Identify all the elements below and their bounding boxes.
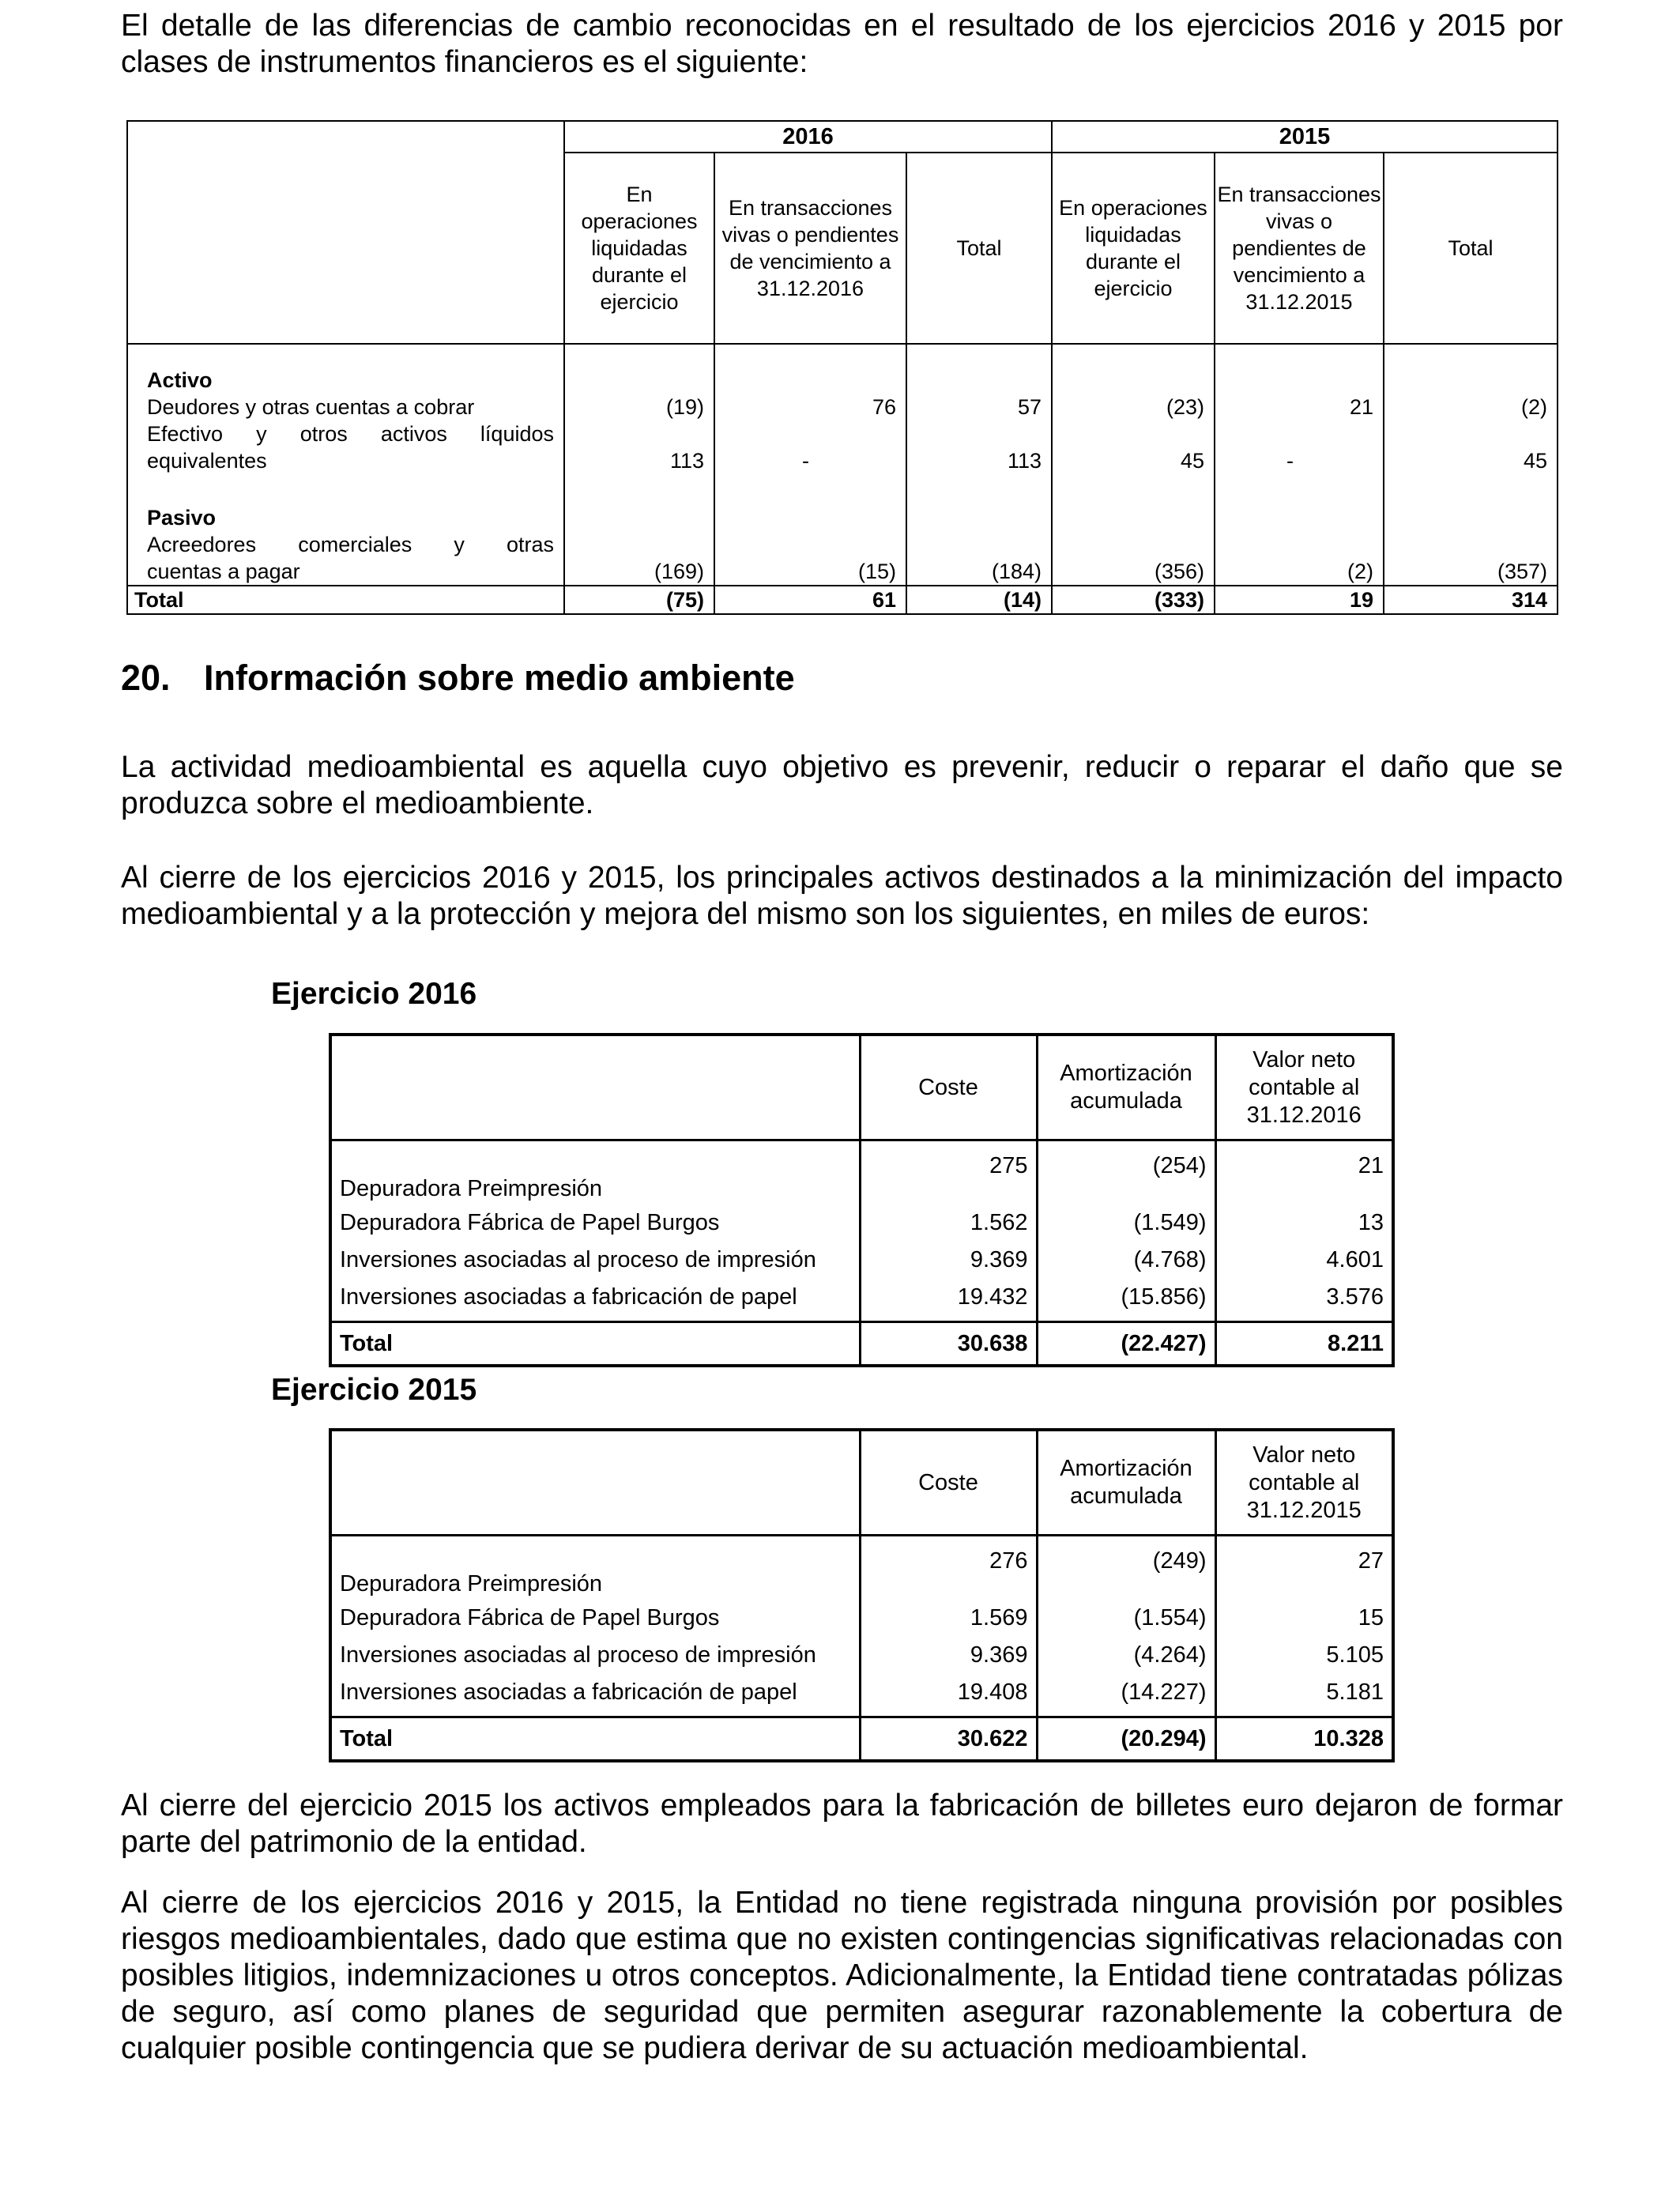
fx-col-2016-pending: En transacciones vivas o pendientes de vencimiento a 31.12.2016 — [714, 153, 906, 344]
fx-cell: (333) — [1052, 586, 1215, 614]
cell-coste: 19.408 — [860, 1674, 1037, 1717]
fx-cell: (357) — [1384, 531, 1558, 586]
fx-row-label — [127, 531, 564, 586]
fx-cell: (169) — [564, 531, 714, 586]
fx-label-line: Efectivo y otros activos líquidos — [147, 422, 554, 446]
fx-cell: (2) — [1384, 394, 1558, 420]
paragraph-2: Al cierre de los ejercicios 2016 y 2015, los principales activos destinados a la minimización del impacto medioambiental y a la protección y mejora del mismo son los siguientes, en miles de euros: — [121, 861, 1563, 931]
fx-cell: 61 — [714, 586, 906, 614]
fx-row-efectivo — [127, 420, 1558, 474]
row-label: Inversiones asociadas al proceso de impresión — [340, 1642, 816, 1668]
assets-header-blank — [330, 1430, 860, 1536]
total-coste: 30.638 — [860, 1322, 1037, 1367]
row-label: Inversiones asociadas al proceso de impresión — [340, 1247, 816, 1272]
cell-valor-neto: 15 — [1215, 1600, 1393, 1637]
fx-label-line: Acreedores comerciales y otras — [147, 533, 554, 556]
total-label: Total — [330, 1717, 860, 1762]
total-row — [330, 1322, 1393, 1367]
row-label: Depuradora Preimpresión — [340, 1571, 603, 1596]
table-row — [330, 1600, 1393, 1637]
fx-cell: (356) — [1052, 531, 1215, 586]
fx-cell: (23) — [1052, 394, 1215, 420]
fx-row-deudores — [127, 394, 1558, 420]
cell-coste: 9.369 — [860, 1242, 1037, 1279]
paragraph-3: Al cierre del ejercicio 2015 los activos empleados para la fabricación de billetes euro dejaron de formar parte del patrimonio de la entidad. — [121, 1789, 1563, 1859]
fx-label-line: cuentas a pagar — [147, 560, 300, 583]
row-label: Depuradora Preimpresión — [340, 1176, 603, 1201]
cell-amortizacion: (14.227) — [1037, 1674, 1215, 1717]
fx-cell: (19) — [564, 394, 714, 420]
total-coste: 30.622 — [860, 1717, 1037, 1762]
fx-cell: 21 — [1215, 394, 1384, 420]
fx-cell: 45 — [1384, 420, 1558, 474]
section-heading — [121, 658, 795, 699]
cell-amortizacion: (15.856) — [1037, 1279, 1215, 1322]
table-row — [330, 1674, 1393, 1717]
fx-cell: - — [714, 420, 906, 474]
cell-valor-neto: 5.105 — [1215, 1637, 1393, 1674]
fx-year-2015: 2015 — [1052, 121, 1558, 153]
table-row — [330, 1204, 1393, 1242]
row-label: Inversiones asociadas a fabricación de papel — [340, 1284, 797, 1310]
table-row — [330, 1637, 1393, 1674]
cell-coste: 1.562 — [860, 1204, 1037, 1242]
section-number: 20. — [121, 658, 171, 698]
fx-cell: 113 — [906, 420, 1052, 474]
row-label: Depuradora Fábrica de Papel Burgos — [340, 1605, 720, 1630]
ejercicio-2016-title: Ejercicio 2016 — [271, 977, 477, 1011]
fx-cell: (14) — [906, 586, 1052, 614]
paragraph-4: Al cierre de los ejercicios 2016 y 2015, la Entidad no tiene registrada ninguna provisión por posibles riesgos medioambientales, dado que estima que no existen contingencias significativas relacionadas con posibles litigios, indemnizaciones u otros conceptos. Adicionalmente, la Entidad tiene contratadas pólizas de seguro, así como planes de seguridad que permiten asegurar razonablemente la cobertura de cualquier posible contingencia que se pudiera derivar de su actuación medioambiental. — [121, 1886, 1563, 2065]
fx-total-label: Total — [127, 586, 564, 614]
row-label: Inversiones asociadas a fabricación de papel — [340, 1679, 797, 1705]
total-valor-neto: 8.211 — [1215, 1322, 1393, 1367]
cell-valor-neto: 4.601 — [1215, 1242, 1393, 1279]
col-amortizacion: Amortización acumulada — [1037, 1430, 1215, 1536]
fx-year-2016: 2016 — [564, 121, 1052, 153]
row-label: Depuradora Fábrica de Papel Burgos — [340, 1210, 720, 1235]
cell-amortizacion: (1.549) — [1037, 1204, 1215, 1242]
fx-row-acreedores — [127, 531, 1558, 586]
cell-coste: 1.569 — [860, 1600, 1037, 1637]
fx-col-2016-settled: En operaciones liquidadas durante el ejercicio — [564, 153, 714, 344]
cell-amortizacion: (4.768) — [1037, 1242, 1215, 1279]
cell-valor-neto: 21 — [1215, 1140, 1393, 1205]
fx-row-label — [127, 420, 564, 474]
fx-cell: 19 — [1215, 586, 1384, 614]
cell-amortizacion: (254) — [1037, 1140, 1215, 1205]
fx-col-2015-total: Total — [1384, 153, 1558, 344]
fx-label-line: equivalentes — [147, 449, 267, 473]
cell-valor-neto: 5.181 — [1215, 1674, 1393, 1717]
total-label: Total — [330, 1322, 860, 1367]
fx-header-blank — [127, 121, 564, 344]
intro-paragraph: El detalle de las diferencias de cambio reconocidas en el resultado de los ejercicios 2016 y 2015 por clases de instrumentos financieros es el siguiente: — [121, 9, 1563, 79]
fx-row-label: Deudores y otras cuentas a cobrar — [127, 394, 564, 420]
fx-cell: (2) — [1215, 531, 1384, 586]
col-valor-neto: Valor neto contable al 31.12.2015 — [1215, 1430, 1393, 1536]
fx-cell: - — [1215, 420, 1384, 474]
table-row — [330, 1279, 1393, 1322]
col-valor-neto: Valor neto contable al 31.12.2016 — [1215, 1035, 1393, 1140]
ejercicio-2016-table — [329, 1033, 1395, 1367]
fx-col-2015-pending: En transacciones vivas o pendientes de vencimiento a 31.12.2015 — [1215, 153, 1384, 344]
assets-header-blank — [330, 1035, 860, 1140]
fx-row-total — [127, 586, 1558, 614]
fx-section-activo: Activo — [127, 344, 564, 394]
fx-cell: 76 — [714, 394, 906, 420]
total-amortizacion: (20.294) — [1037, 1717, 1215, 1762]
table-row — [330, 1140, 1393, 1205]
fx-cell: 113 — [564, 420, 714, 474]
col-coste: Coste — [860, 1430, 1037, 1536]
cell-amortizacion: (249) — [1037, 1536, 1215, 1600]
cell-valor-neto: 3.576 — [1215, 1279, 1393, 1322]
total-valor-neto: 10.328 — [1215, 1717, 1393, 1762]
cell-valor-neto: 13 — [1215, 1204, 1393, 1242]
cell-coste: 9.369 — [860, 1637, 1037, 1674]
cell-coste: 276 — [860, 1536, 1037, 1600]
col-amortizacion: Amortización acumulada — [1037, 1035, 1215, 1140]
cell-amortizacion: (1.554) — [1037, 1600, 1215, 1637]
ejercicio-2015-table — [329, 1428, 1395, 1762]
total-amortizacion: (22.427) — [1037, 1322, 1215, 1367]
cell-coste: 19.432 — [860, 1279, 1037, 1322]
fx-section-pasivo: Pasivo — [127, 474, 564, 531]
cell-amortizacion: (4.264) — [1037, 1637, 1215, 1674]
fx-cell: (15) — [714, 531, 906, 586]
fx-cell: 45 — [1052, 420, 1215, 474]
cell-valor-neto: 27 — [1215, 1536, 1393, 1600]
total-row — [330, 1717, 1393, 1762]
cell-coste: 275 — [860, 1140, 1037, 1205]
table-row — [330, 1242, 1393, 1279]
paragraph-1: La actividad medioambiental es aquella cuyo objetivo es prevenir, reducir o reparar el daño que se produzca sobre el medioambiente. — [121, 750, 1563, 820]
table-row — [330, 1536, 1393, 1600]
fx-cell: (75) — [564, 586, 714, 614]
fx-col-2016-total: Total — [906, 153, 1052, 344]
fx-col-2015-settled: En operaciones liquidadas durante el ejercicio — [1052, 153, 1215, 344]
fx-cell: 314 — [1384, 586, 1558, 614]
col-coste: Coste — [860, 1035, 1037, 1140]
exchange-differences-table — [126, 120, 1558, 615]
fx-cell: (184) — [906, 531, 1052, 586]
ejercicio-2015-title: Ejercicio 2015 — [271, 1373, 477, 1407]
section-title: Información sobre medio ambiente — [204, 658, 795, 698]
fx-cell: 57 — [906, 394, 1052, 420]
